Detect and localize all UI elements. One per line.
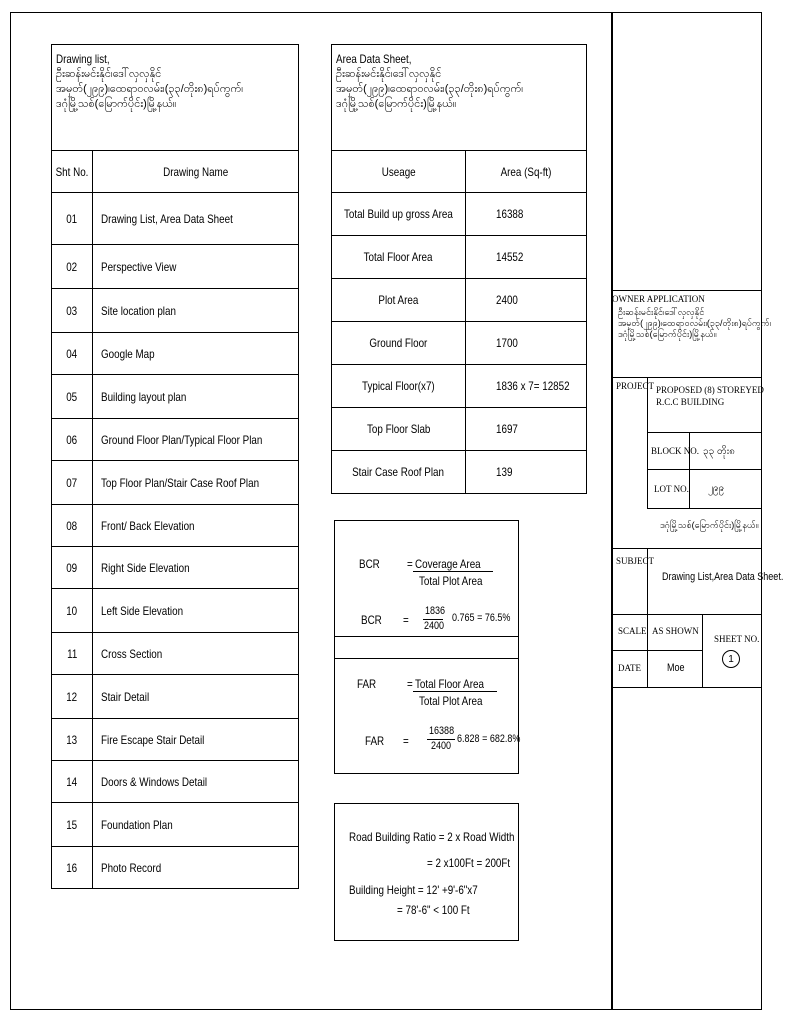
sheet-number-cell: 06	[52, 419, 93, 461]
tb-vline-sheet	[702, 614, 703, 687]
far-equals: =	[407, 677, 413, 691]
table-row	[332, 279, 587, 322]
table-row	[52, 193, 299, 245]
sheet-number-cell: 13	[52, 719, 93, 761]
sheet-number-cell: 07	[52, 461, 93, 505]
table-row	[332, 451, 587, 494]
bcr-result: 0.765 = 76.5%	[452, 612, 511, 624]
scale-label: SCALE	[618, 626, 647, 636]
table-row	[332, 365, 587, 408]
subject-label: SUBJECT	[616, 556, 655, 566]
area-value-cell: 2400	[465, 279, 586, 322]
table-row	[52, 803, 299, 847]
usage-cell: Plot Area	[332, 279, 466, 322]
lot-value: ၂၉၉	[708, 483, 725, 494]
bcr-label-2: BCR	[361, 613, 382, 627]
date-value: Moe	[667, 662, 685, 674]
tb-vline-project	[647, 377, 648, 508]
owner-address	[618, 307, 771, 340]
drawing-name-cell: Site location plan	[93, 289, 299, 333]
township: ဒဂုံမြို့သစ်(မြောက်ပိုင်း)မြို့နယ်။	[660, 520, 759, 530]
drawing-list-title: Drawing list,	[56, 52, 110, 66]
drawing-list-address-1: ဦးဆန်းမင်းနိုင်၊ဒေါ်လှလှနိုင်	[56, 68, 162, 80]
table-row	[52, 589, 299, 633]
far-result: 6.828 = 682.8%	[457, 733, 521, 745]
area-data-header	[332, 45, 587, 151]
road-ratio-box	[334, 803, 519, 941]
far-value-denominator: 2400	[431, 740, 452, 752]
drawing-name-cell: Building layout plan	[93, 375, 299, 419]
table-row	[332, 322, 587, 365]
project-name-1: PROPOSED (8) STOREYED	[656, 385, 764, 395]
col-header-sht-no: Sht No.	[52, 151, 93, 193]
table-row	[52, 419, 299, 461]
table-row	[332, 236, 587, 279]
sheet-number-cell: 08	[52, 505, 93, 547]
drawing-name-cell: Left Side Elevation	[93, 589, 299, 633]
sheet-number-cell: 03	[52, 289, 93, 333]
sheet-number: 1	[722, 650, 740, 668]
drawing-name-cell: Stair Detail	[93, 675, 299, 719]
drawing-list-header	[52, 45, 299, 151]
drawing-name-cell: Top Floor Plan/Stair Case Roof Plan	[93, 461, 299, 505]
sheet-number-cell: 04	[52, 333, 93, 375]
block-label: BLOCK NO.	[651, 446, 700, 456]
date-label: DATE	[618, 663, 641, 673]
drawing-name-cell: Fire Escape Stair Detail	[93, 719, 299, 761]
tb-line-block-top	[647, 432, 762, 433]
area-value-cell: 1836 x 7= 12852	[465, 365, 586, 408]
usage-cell: Stair Case Roof Plan	[332, 451, 466, 494]
block-value: ၃၃ တိုး၈	[703, 446, 736, 457]
usage-cell: Top Floor Slab	[332, 408, 466, 451]
table-row	[52, 633, 299, 675]
bcr-numerator: Coverage Area	[415, 557, 481, 571]
bcr-label: BCR	[359, 557, 380, 571]
title-block-divider	[611, 12, 613, 1010]
table-row	[52, 847, 299, 889]
bcr-divider-1	[335, 636, 518, 637]
sheet-number-cell: 10	[52, 589, 93, 633]
drawing-list-address-2: အမှတ်(၂၉၉)၊ထေရာဝလမ်း၊(၃၃/တိုး၈)ရပ်ကွက်၊	[56, 83, 244, 95]
far-equals-2: =	[403, 734, 409, 748]
building-height-line: Building Height = 12' +9'-6"x7	[349, 883, 478, 897]
owner-address-3: ဒဂုံမြို့သစ်(မြောက်ပိုင်း)မြို့နယ်။	[618, 329, 717, 339]
drawing-name-cell: Cross Section	[93, 633, 299, 675]
bcr-equals-2: =	[403, 613, 409, 627]
usage-cell: Typical Floor(x7)	[332, 365, 466, 408]
drawing-name-cell: Foundation Plan	[93, 803, 299, 847]
tb-line-project-top	[611, 377, 762, 378]
area-data-address-1: ဦးဆန်းမင်းနိုင်၊ဒေါ်လှလှနိုင်	[336, 68, 442, 80]
usage-cell: Total Build up gross Area	[332, 193, 466, 236]
far-label: FAR	[357, 677, 377, 691]
table-row	[52, 761, 299, 803]
bcr-fraction-bar	[413, 571, 493, 572]
far-fraction-bar	[413, 691, 497, 692]
col-header-usage: Useage	[332, 151, 466, 193]
drawing-list-address-3: ဒဂုံမြို့သစ်(မြောက်ပိုင်း)မြို့နယ်။	[56, 98, 177, 110]
tb-line-township-top	[647, 508, 762, 509]
area-value-cell: 14552	[465, 236, 586, 279]
project-name-2: R.C.C BUILDING	[656, 397, 725, 407]
area-value-cell: 16388	[465, 193, 586, 236]
area-data-table	[331, 44, 587, 494]
drawing-name-cell: Doors & Windows Detail	[93, 761, 299, 803]
road-width-result: = 2 x100Ft = 200Ft	[427, 856, 511, 870]
area-data-title: Area Data Sheet,	[336, 52, 412, 66]
sheet-number-cell: 01	[52, 193, 93, 245]
table-row	[52, 375, 299, 419]
far-label-2: FAR	[365, 734, 385, 748]
sheet-number-cell: 02	[52, 245, 93, 289]
tb-line-lot-top	[647, 469, 762, 470]
bcr-far-box	[334, 520, 519, 774]
bcr-equals: =	[407, 557, 413, 571]
usage-cell: Ground Floor	[332, 322, 466, 365]
table-row	[52, 675, 299, 719]
tb-line-date-top	[611, 650, 702, 651]
sheet-number-cell: 15	[52, 803, 93, 847]
sheet-label: SHEET NO.	[714, 634, 760, 644]
lot-label: LOT NO.	[654, 484, 689, 494]
area-value-cell: 1697	[465, 408, 586, 451]
sheet-number-cell: 12	[52, 675, 93, 719]
tb-vline-scale	[647, 614, 648, 687]
table-row	[52, 245, 299, 289]
far-value-numerator: 16388	[429, 725, 455, 737]
far-denominator: Total Plot Area	[419, 694, 483, 708]
road-ratio-line: Road Building Ratio = 2 x Road Width	[349, 830, 515, 844]
drawing-name-cell: Front/ Back Elevation	[93, 505, 299, 547]
project-label: PROJECT	[616, 381, 655, 391]
bcr-divider-2	[335, 658, 518, 659]
scale-value: AS SHOWN	[652, 626, 699, 636]
drawing-name-cell: Right Side Elevation	[93, 547, 299, 589]
sheet-number-cell: 05	[52, 375, 93, 419]
area-data-address-2: အမှတ်(၂၉၉)၊ထေရာဝလမ်း၊(၃၃/တိုး၈)ရပ်ကွက်၊	[336, 83, 524, 95]
drawing-name-cell: Google Map	[93, 333, 299, 375]
col-header-drawing-name: Drawing Name	[93, 151, 299, 193]
area-data-address-3: ဒဂုံမြို့သစ်(မြောက်ပိုင်း)မြို့နယ်။	[336, 98, 457, 110]
drawing-list-table	[51, 44, 299, 889]
drawing-name-cell: Photo Record	[93, 847, 299, 889]
area-value-cell: 1700	[465, 322, 586, 365]
bcr-value-denominator: 2400	[424, 620, 445, 632]
tb-line-subject-top	[611, 548, 762, 549]
area-value-cell: 139	[465, 451, 586, 494]
sheet-number-cell: 11	[52, 633, 93, 675]
drawing-name-cell: Perspective View	[93, 245, 299, 289]
tb-line-scale-top	[611, 614, 762, 615]
building-height-result: = 78'-6" < 100 Ft	[397, 903, 470, 917]
sheet-number-cell: 16	[52, 847, 93, 889]
table-row	[52, 547, 299, 589]
owner-label: OWNER APPLICATION	[612, 294, 705, 304]
project-name	[656, 384, 764, 408]
table-row	[52, 333, 299, 375]
bcr-denominator: Total Plot Area	[419, 574, 483, 588]
drawing-name-cell: Drawing List, Area Data Sheet	[93, 193, 299, 245]
bcr-value-numerator: 1836	[425, 605, 446, 617]
tb-line-date-bottom	[611, 687, 762, 688]
sheet-number-cell: 14	[52, 761, 93, 803]
drawing-name-cell: Ground Floor Plan/Typical Floor Plan	[93, 419, 299, 461]
owner-address-1: ဦးဆန်းမင်းနိုင်၊ဒေါ်လှလှနိုင်	[618, 307, 705, 317]
far-numerator: Total Floor Area	[415, 677, 484, 691]
table-row	[52, 505, 299, 547]
subject-value: Drawing List,Area Data Sheet.	[662, 571, 784, 583]
tb-line-owner-top	[611, 290, 762, 291]
table-row	[52, 719, 299, 761]
sheet-number-cell: 09	[52, 547, 93, 589]
table-row	[332, 193, 587, 236]
table-row	[52, 461, 299, 505]
tb-vline-block-lot	[689, 432, 690, 508]
usage-cell: Total Floor Area	[332, 236, 466, 279]
table-row	[332, 408, 587, 451]
col-header-area: Area (Sq-ft)	[465, 151, 586, 193]
table-row	[52, 289, 299, 333]
owner-address-2: အမှတ်(၂၉၉)၊ထေရာဝလမ်း၊(၃၃/တိုး၈)ရပ်ကွက်၊	[618, 318, 772, 328]
